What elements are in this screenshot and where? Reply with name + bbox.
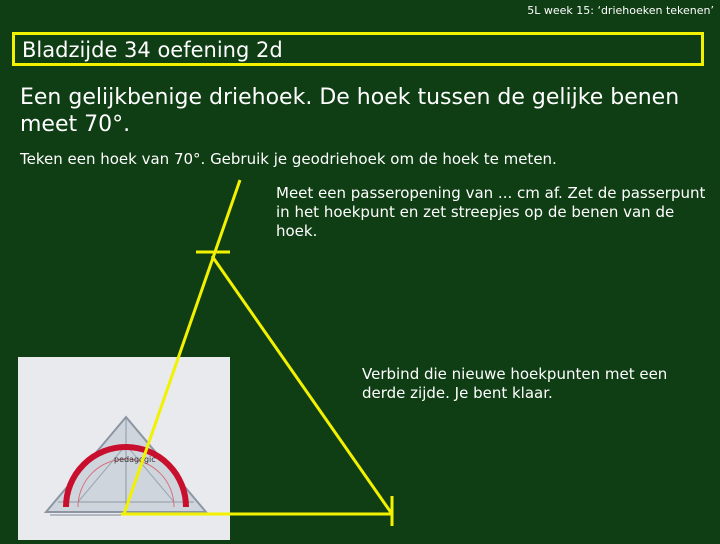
exercise-title: Bladzijde 34 oefening 2d xyxy=(22,38,283,62)
step-2-instruction: Meet een passeropening van ... cm af. Zet de passerpunt in het hoekpunt en zet streepjes op de benen van de hoek. xyxy=(276,184,706,240)
step-1-instruction: Teken een hoek van 70°. Gebruik je geodriehoek om de hoek te meten. xyxy=(20,150,557,168)
step-3-instruction: Verbind die nieuwe hoekpunten met een derde zijde. Je bent klaar. xyxy=(362,365,668,402)
exercise-heading: Een gelijkbenige driehoek. De hoek tussen de gelijke benen meet 70°. xyxy=(20,85,680,137)
slide-header: 5L week 15: ‘driehoeken tekenen’ xyxy=(527,4,714,17)
left-leg-line xyxy=(124,180,240,514)
brand-label: pedagogic xyxy=(114,455,156,464)
